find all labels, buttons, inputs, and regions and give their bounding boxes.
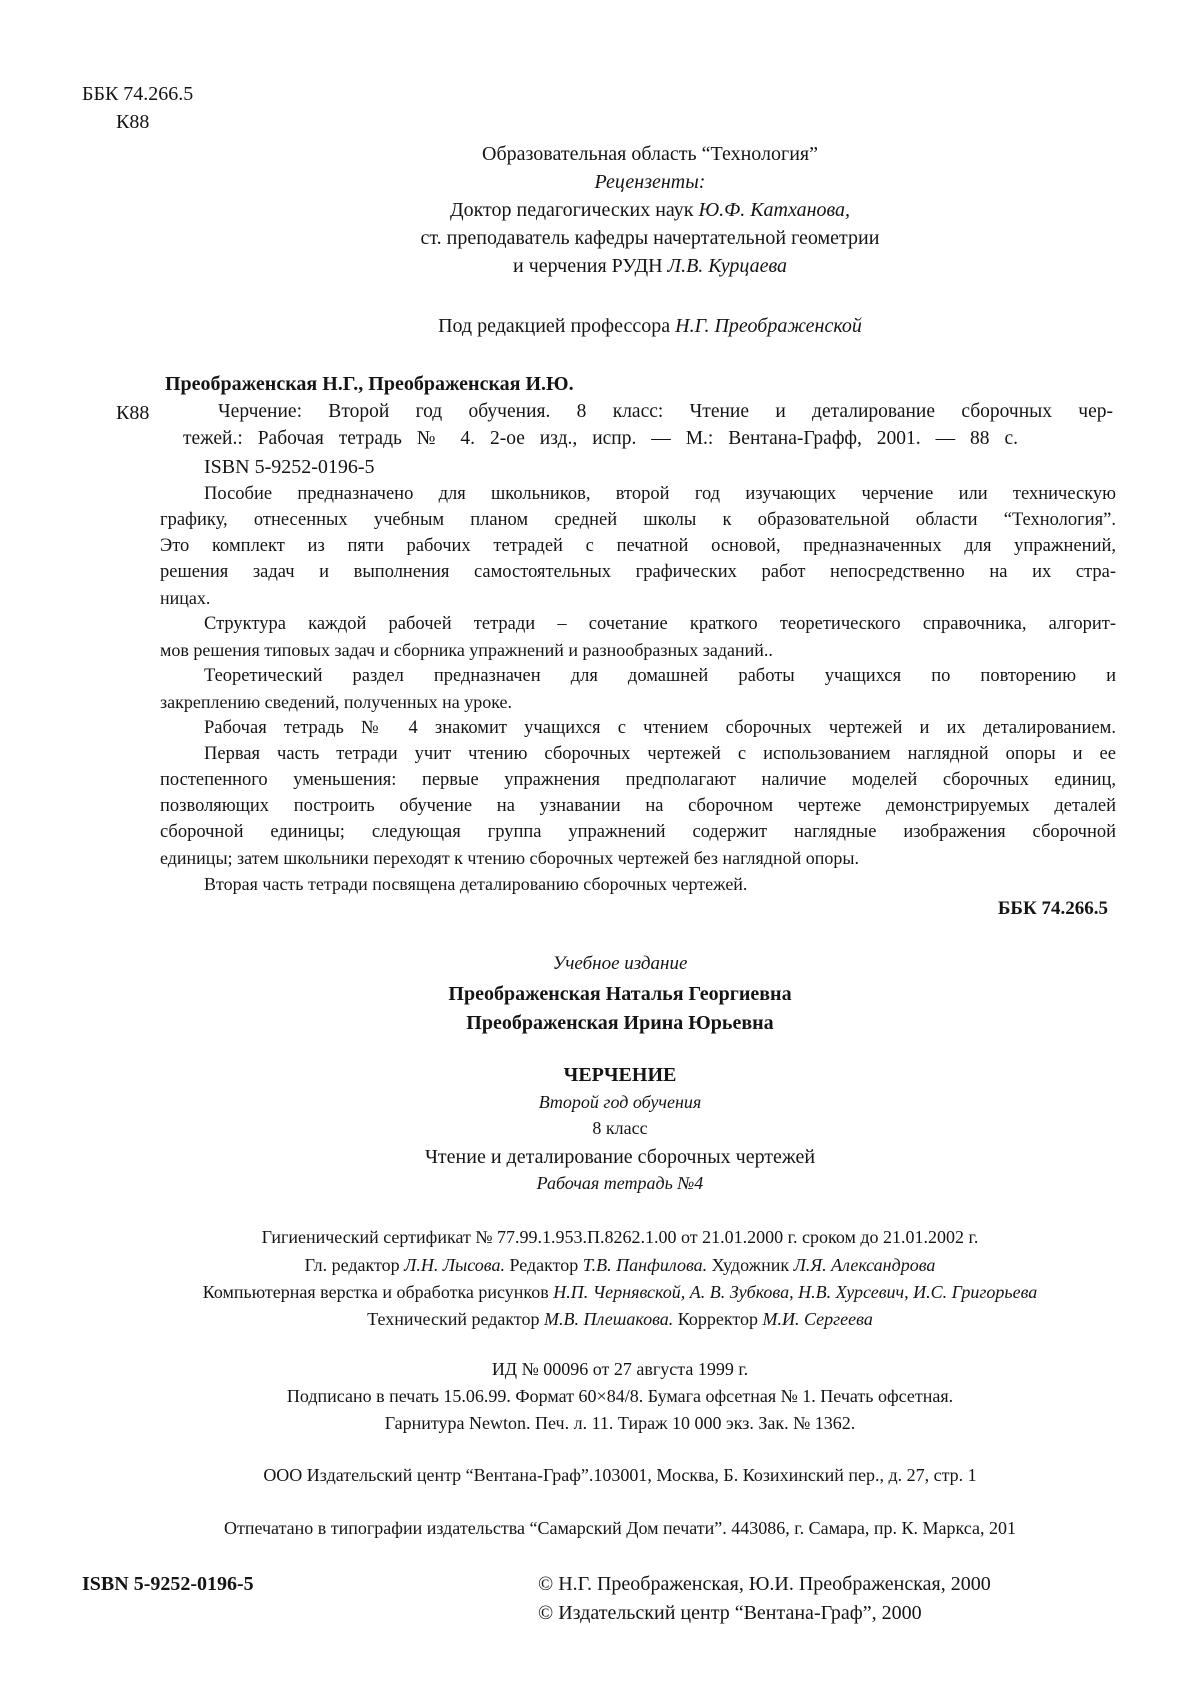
tech-line [0,1306,1200,1332]
reviewer-2-affiliation: и черчения РУДН [513,255,668,277]
bib-mark: К88 [116,402,150,424]
layout-label: Компьютерная верстка и обработка рисунков [202,1282,554,1302]
annotation-line: Первая часть тетради учит чтению сборочных чертежей с использованием наглядной опоры и ее [204,744,1116,764]
printer-address: Отпечатано в типографии издательства “Самарский Дом печати”. 443086, г. Самара, пр. К. Маркса, 201 [223,1518,1017,1538]
annotation-line: Рабочая тетрадь № 4 знакомит учащихся с чтением сборочных чертежей и их деталированием. [204,718,1116,738]
annotation-line: Вторая часть тетради посвящена деталированию сборочных чертежей. [204,874,748,894]
bib-line-1: Черчение: Второй год обучения. 8 класс: Чтение и деталирование сборочных чер- [218,401,1113,422]
annotation-line: закреплению сведений, полученных на уроке. [160,692,513,712]
editor-name: Т.В. Панфилова. [582,1255,708,1275]
edition-workbook: Рабочая тетрадь №4 [536,1173,704,1193]
bib-line-2: тежей.: Рабочая тетрадь № 4. 2-ое изд., испр. — М.: Вентана-Графф, 2001. — 88 с. [183,428,1018,449]
bbk-code: ББК 74.266.5 [82,83,194,105]
annotation-line: единицы; затем школьники переходят к чтению сборочных чертежей без наглядной опоры. [160,848,859,868]
reviewer-2 [0,252,1200,280]
copyright-authors: © Н.Г. Преображенская, Ю.И. Преображенская, 2000 [538,1573,991,1595]
annotation-line: постепенного уменьшения: первые упражнения предполагают наличие моделей сборочных единиц, [160,770,1116,790]
proofreader-label: Корректор [673,1309,763,1329]
author-mark: К88 [116,111,150,133]
edited-by [0,312,1200,340]
annotation-line: мов решения типовых задач и сборника упражнений и разнообразных заданий.. [160,640,773,660]
educational-area: Образовательная область “Технология” [482,143,818,165]
tech-editor-name: М.В. Плешакова. [544,1309,674,1329]
copyright-publisher: © Издательский центр “Вентана-Граф”, 2000 [538,1602,922,1624]
editors-line [0,1252,1200,1278]
edition-topic: Чтение и деталирование сборочных чертежей [424,1146,816,1168]
edited-by-name: Н.Г. Преображенской [675,315,862,337]
bib-authors: Преображенская Н.Г., Преображенская И.Ю. [165,373,574,395]
proofreader-name: М.И. Сергеева [762,1309,873,1329]
reviewer-1-position: Доктор педагогических наук [449,199,699,221]
annotation-line: Это комплект из пяти рабочих тетрадей с печатной основой, предназначенных для упражнений, [160,536,1116,556]
annotation-bbk: ББК 74.266.5 [997,898,1108,919]
reviewer-1-name: Ю.Ф. Катханова, [698,199,851,221]
edited-by-label: Под редакцией профессора [438,315,676,337]
signed-to-print: Подписано в печать 15.06.99. Формат 60×84/8. Бумага офсетная № 1. Печать офсетная. [286,1386,954,1406]
tech-editor-label: Технический редактор [367,1309,544,1329]
reviewers-title: Рецензенты: [594,171,706,193]
edition-author-1: Преображенская Наталья Георгиевна [448,983,792,1005]
artist-label: Художник [707,1255,794,1275]
annotation-line: Теоретический раздел предназначен для домашней работы учащихся по повторению и [204,666,1116,686]
chief-editor-label: Гл. редактор [304,1255,405,1275]
reviewer-2-position: ст. преподаватель кафедры начертательной геометрии [420,227,880,249]
print-details: Гарнитура Newton. Печ. л. 11. Тираж 10 000 экз. Зак. № 1362. [384,1413,856,1433]
edition-grade: 8 класс [592,1118,648,1138]
license-id: ИД № 00096 от 27 августа 1999 г. [491,1359,749,1379]
bib-isbn: ISBN 5-9252-0196-5 [204,456,375,478]
annotation-line: Пособие предназначено для школьников, второй год изучающих черчение или техническую [204,484,1116,504]
edition-type: Учебное издание [552,953,688,974]
publisher-address: ООО Издательский центр “Вентана-Граф”.103001, Москва, Б. Козихинский пер., д. 27, стр. 1 [263,1465,977,1485]
hygienic-certificate: Гигиенический сертификат № 77.99.1.953.П.8262.1.00 от 21.01.2000 г. сроком до 21.01.2002 г. [261,1227,979,1247]
edition-subtitle: Второй год обучения [538,1092,702,1112]
annotation-line: решения задач и выполнения самостоятельных графических работ непосредственно на их стра- [160,562,1116,582]
edition-title: ЧЕРЧЕНИЕ [563,1064,677,1086]
footer-isbn: ISBN 5-9252-0196-5 [82,1573,254,1595]
editor-label: Редактор [504,1255,583,1275]
annotation-line: Структура каждой рабочей тетради – сочетание краткого теоретического справочника, алгорит- [204,614,1116,634]
reviewer-2-name: Л.В. Курцаева [667,255,787,277]
annotation-line: позволяющих построить обучение на узнавании на сборочном чертеже демонстрируемых деталей [160,796,1116,816]
reviewer-1 [0,196,1200,224]
chief-editor-name: Л.Н. Лысова. [404,1255,505,1275]
artist-name: Л.Я. Александрова [793,1255,936,1275]
edition-author-2: Преображенская Ирина Юрьевна [466,1012,774,1034]
annotation-line: графику, отнесенных учебным планом средней школы к образовательной области “Технология”. [160,510,1116,530]
annotation-line: ницах. [160,588,211,608]
layout-line [0,1279,1200,1305]
layout-names: Н.П. Чернявской, А. В. Зубкова, Н.В. Хурсевич, И.С. Григорьева [553,1282,1038,1302]
annotation-line: сборочной единицы; следующая группа упражнений содержит наглядные изображения сборочной [160,822,1116,842]
